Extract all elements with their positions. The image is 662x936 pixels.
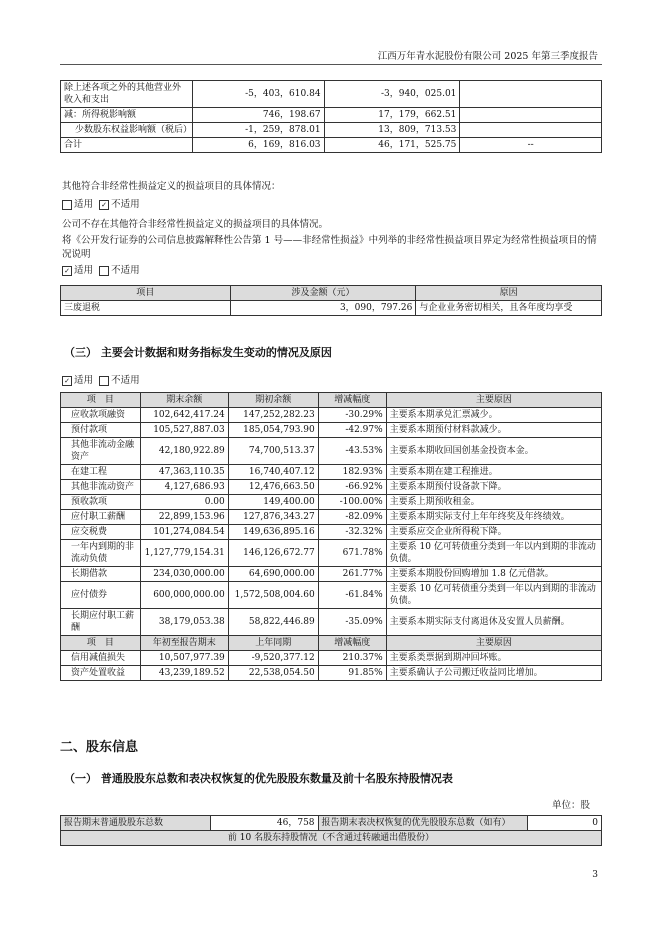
current-cell: 746，198.67	[192, 108, 324, 123]
amount-cell: 3，090，797.26	[230, 301, 416, 316]
current-cell: -5，403，610.84	[192, 81, 324, 108]
end-balance-cell: 47,363,110.35	[140, 465, 228, 480]
item-cell: 长期借款	[61, 567, 141, 582]
reason-cell: 主要系上期预收租金。	[386, 495, 601, 510]
column-header: 项 目	[61, 393, 141, 408]
change-rate-cell: 182.93%	[318, 465, 386, 480]
item-cell: 少数股东权益影响额（税后）	[61, 123, 193, 138]
reason-cell: 主要系本期实际支付离退休及安置人员薪酬。	[386, 609, 601, 636]
change-rate-cell: -100.00%	[318, 495, 386, 510]
begin-balance-cell: 12,476,663.50	[228, 480, 318, 495]
reason-cell: 主要系 10 亿可转债重分类到一年以内到期的非流动负债。	[386, 582, 601, 609]
change-rate-cell: 91.85%	[318, 666, 386, 681]
begin-balance-cell: 58,822,446.89	[228, 609, 318, 636]
table-row	[61, 81, 602, 108]
begin-balance-cell: -9,520,377.12	[228, 651, 318, 666]
note-cell	[460, 81, 602, 108]
table-header-row	[61, 286, 602, 301]
unit-label: 单位：股	[551, 800, 590, 811]
reason-cell: 主要系本期在建工程推进。	[386, 465, 601, 480]
column-header: 上年同期	[228, 636, 318, 651]
note-cell	[460, 123, 602, 138]
reason-cell: 主要系本期预付设备款下降。	[386, 480, 601, 495]
other-items-paragraph: 其他符合非经常性损益定义的损益项目的具体情况：	[62, 181, 281, 192]
table-row	[61, 123, 602, 138]
item-cell: 应交税费	[61, 525, 141, 540]
item-cell: 在建工程	[61, 465, 141, 480]
begin-balance-cell: 64,690,000.00	[228, 567, 318, 582]
reason-cell: 主要系本期股份回购增加 1.8 亿元借款。	[386, 567, 601, 582]
change-rate-cell: 261.77%	[318, 567, 386, 582]
item-cell: 其他非流动资产	[61, 480, 141, 495]
change-rate-cell: -32.32%	[318, 525, 386, 540]
reason-cell: 与企业业务密切相关，且各年度均享受	[416, 301, 602, 316]
change-rate-cell: 671.78%	[318, 540, 386, 567]
end-balance-cell: 42,180,922.89	[140, 438, 228, 465]
table-row	[61, 609, 602, 636]
applicable-options-2: ✓ 适用 不适用	[62, 264, 140, 278]
table-row	[61, 540, 602, 567]
checked-box-icon: ✓	[62, 266, 72, 276]
holder-total-value: 46，758	[210, 816, 318, 831]
change-rate-cell: 210.37%	[318, 651, 386, 666]
top10-subtitle: 前 10 名股东持股情况（不含通过转融通出借股份）	[61, 831, 602, 846]
reason-cell: 主要系 10 亿可转债重分类到一年以内到期的非流动负债。	[386, 540, 601, 567]
end-balance-cell: 102,642,417.24	[140, 408, 228, 423]
change-rate-cell: -66.92%	[318, 480, 386, 495]
column-header: 期初余额	[228, 393, 318, 408]
reason-cell: 主要系类票据到期冲回坏账。	[386, 651, 601, 666]
table-row	[61, 525, 602, 540]
table-header-row	[61, 393, 602, 408]
item-cell: 信用减值损失	[61, 651, 141, 666]
table-row	[61, 567, 602, 582]
begin-balance-cell: 185,054,793.90	[228, 423, 318, 438]
report-header-title: 江西万年青水泥股份有限公司 2025 年第三季度报告	[377, 51, 598, 62]
column-header: 增减幅度	[318, 636, 386, 651]
section-2-title: 二、股东信息	[60, 740, 139, 755]
applicable-options-1: 适用 ✓ 不适用	[62, 198, 140, 212]
item-cell: 一年内到期的非流动负债	[61, 540, 141, 567]
column-header: 增减幅度	[318, 393, 386, 408]
table-row	[61, 666, 602, 681]
change-rate-cell: -42.97%	[318, 423, 386, 438]
item-cell: 预付款项	[61, 423, 141, 438]
ytd-cell: 46，171，525.75	[324, 138, 460, 153]
column-header: 主要原因	[386, 393, 601, 408]
applicable-options-3: ✓ 适用 不适用	[62, 374, 140, 388]
end-balance-cell: 105,527,887.03	[140, 423, 228, 438]
ytd-cell: 17，179，662.51	[324, 108, 460, 123]
reason-cell: 主要系应交企业所得税下降。	[386, 525, 601, 540]
page-number: 3	[592, 870, 598, 880]
section-3-title: （三） 主要会计数据和财务指标发生变动的情况及原因	[64, 346, 332, 359]
item-cell: 除上述各项之外的其他营业外收入和支出	[61, 81, 193, 108]
table-row	[61, 438, 602, 465]
table-row	[61, 816, 602, 831]
end-balance-cell: 1,127,779,154.31	[140, 540, 228, 567]
holder-total-label: 报告期末普通股股东总数	[61, 816, 211, 831]
unchecked-box-icon	[99, 266, 109, 276]
end-balance-cell: 38,179,053.38	[140, 609, 228, 636]
begin-balance-cell: 16,740,407.12	[228, 465, 318, 480]
item-cell: 长期应付职工薪酬	[61, 609, 141, 636]
reason-cell: 主要系本期承兑汇票减少。	[386, 408, 601, 423]
table-row	[61, 831, 602, 846]
begin-balance-cell: 127,876,343.27	[228, 510, 318, 525]
no-other-items-paragraph: 公司不存在其他符合非经常性损益定义的损益项目的具体情况。	[62, 219, 329, 230]
begin-balance-cell: 149,400.00	[228, 495, 318, 510]
reclassification-table	[60, 285, 602, 316]
non-recurring-table	[60, 80, 602, 153]
end-balance-cell: 101,274,084.54	[140, 525, 228, 540]
note-cell	[460, 108, 602, 123]
begin-balance-cell: 22,538,054.50	[228, 666, 318, 681]
reclassification-paragraph: 将《公开发行证券的公司信息披露解释性公告第 1 号——非经常性损益》中列举的非经常性损益项目界定为经常性损益项目的情况说明	[62, 235, 597, 260]
item-cell: 其他非流动金融资产	[61, 438, 141, 465]
column-header: 项目	[61, 286, 231, 301]
column-header: 涉及金额（元）	[230, 286, 416, 301]
item-cell: 减：所得税影响额	[61, 108, 193, 123]
table-row	[61, 582, 602, 609]
change-rate-cell: -35.09%	[318, 609, 386, 636]
item-cell: 三废退税	[61, 301, 231, 316]
header-divider	[60, 64, 602, 65]
ytd-cell: -3，940，025.01	[324, 81, 460, 108]
change-rate-cell: -43.53%	[318, 438, 386, 465]
begin-balance-cell: 74,700,513.37	[228, 438, 318, 465]
end-balance-cell: 0.00	[140, 495, 228, 510]
preferred-total-label: 报告期末表决权恢复的优先股股东总数（如有）	[318, 816, 528, 831]
end-balance-cell: 43,239,189.52	[140, 666, 228, 681]
checked-box-icon: ✓	[99, 200, 109, 210]
change-rate-cell: -82.09%	[318, 510, 386, 525]
table-row	[61, 408, 602, 423]
reason-cell: 主要系确认子公司搬迁收益同比增加。	[386, 666, 601, 681]
current-cell: -1，259，878.01	[192, 123, 324, 138]
end-balance-cell: 10,507,977.39	[140, 651, 228, 666]
ytd-cell: 13，809，713.53	[324, 123, 460, 138]
end-balance-cell: 4,127,686.93	[140, 480, 228, 495]
item-cell: 资产处置收益	[61, 666, 141, 681]
table-row	[61, 301, 602, 316]
column-header: 项 目	[61, 636, 141, 651]
begin-balance-cell: 1,572,508,004.60	[228, 582, 318, 609]
table-row	[61, 651, 602, 666]
table-row	[61, 108, 602, 123]
reason-cell: 主要系本期实际支付上年年终奖及年终绩效。	[386, 510, 601, 525]
reason-cell: 主要系本期收回国创基金投资本金。	[386, 438, 601, 465]
shareholder-table	[60, 815, 602, 846]
item-cell: 应收款项融资	[61, 408, 141, 423]
table-row	[61, 510, 602, 525]
item-cell: 应付债券	[61, 582, 141, 609]
column-header: 主要原因	[386, 636, 601, 651]
column-header: 原因	[416, 286, 602, 301]
preferred-total-value: 0	[528, 816, 602, 831]
table-row	[61, 465, 602, 480]
column-header: 年初至报告期末	[140, 636, 228, 651]
item-cell: 合计	[61, 138, 193, 153]
table-row	[61, 138, 602, 153]
change-rate-cell: -30.29%	[318, 408, 386, 423]
item-cell: 应付职工薪酬	[61, 510, 141, 525]
table-row	[61, 480, 602, 495]
end-balance-cell: 234,030,000.00	[140, 567, 228, 582]
unchecked-box-icon	[62, 200, 72, 210]
current-cell: 6，169，816.03	[192, 138, 324, 153]
table-row	[61, 495, 602, 510]
begin-balance-cell: 149,636,895.16	[228, 525, 318, 540]
change-rate-cell: -61.84%	[318, 582, 386, 609]
unchecked-box-icon	[99, 376, 109, 386]
section-2-1-title: （一） 普通股股东总数和表决权恢复的优先股股东数量及前十名股东持股情况表	[64, 772, 453, 785]
end-balance-cell: 600,000,000.00	[140, 582, 228, 609]
note-cell: --	[460, 138, 602, 153]
checked-box-icon: ✓	[62, 376, 72, 386]
reason-cell: 主要系本期预付材料款减少。	[386, 423, 601, 438]
column-header: 期末余额	[140, 393, 228, 408]
end-balance-cell: 22,899,153.96	[140, 510, 228, 525]
table-row	[61, 423, 602, 438]
change-table	[60, 392, 602, 681]
begin-balance-cell: 146,126,672.77	[228, 540, 318, 567]
begin-balance-cell: 147,252,282.23	[228, 408, 318, 423]
item-cell: 预收款项	[61, 495, 141, 510]
table-header-row	[61, 636, 602, 651]
